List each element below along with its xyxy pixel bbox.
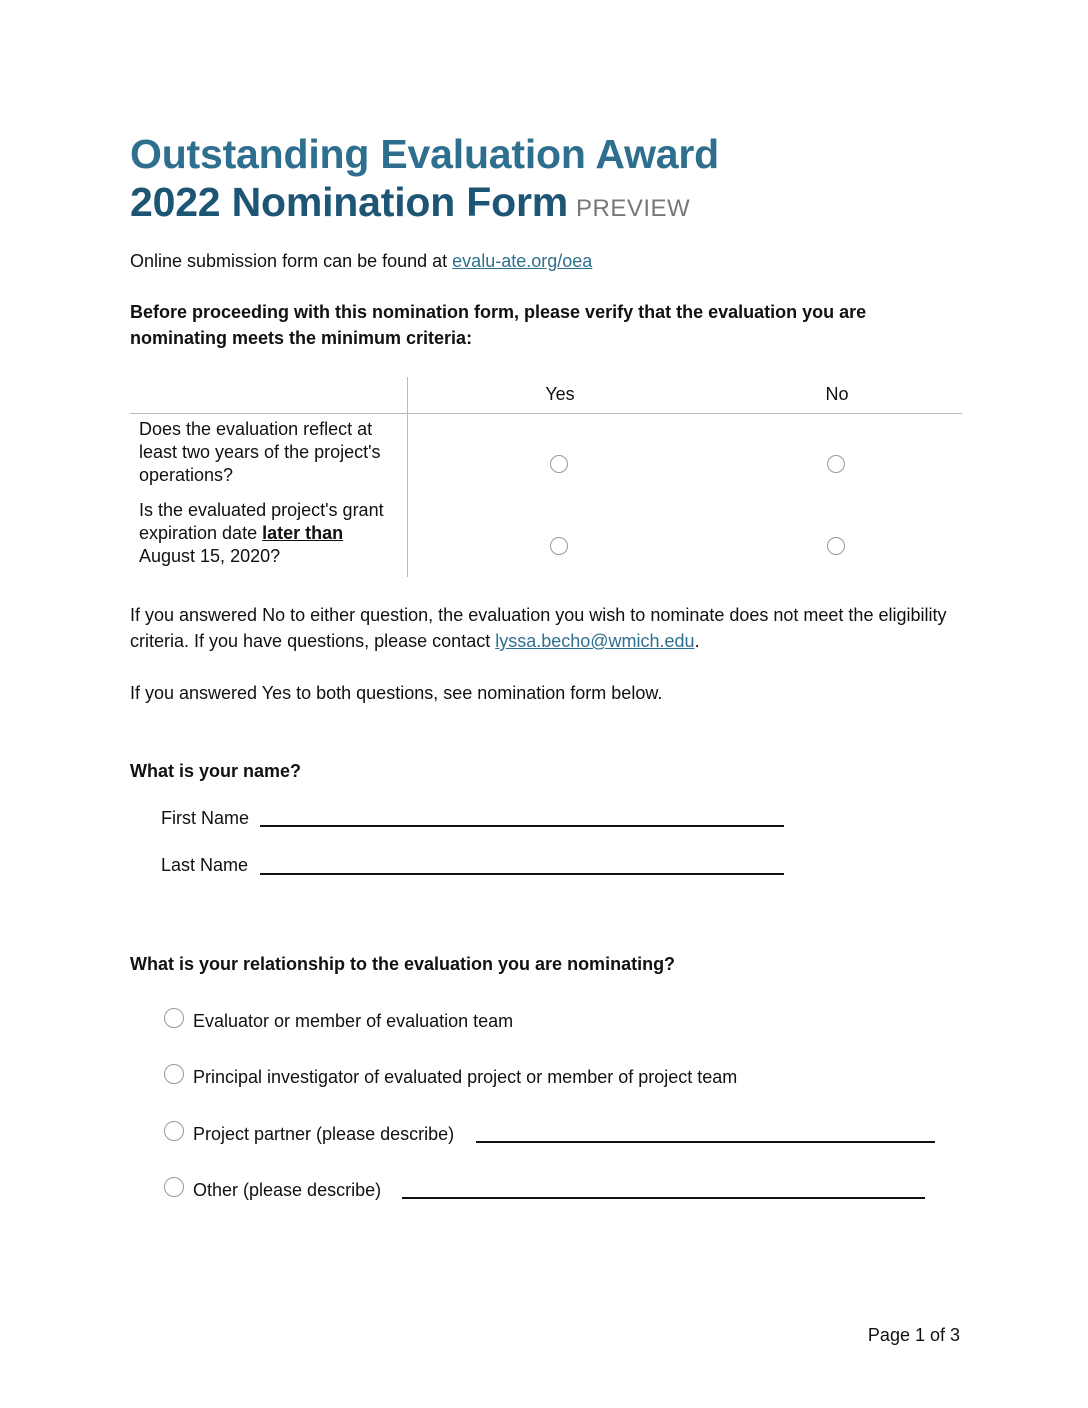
relationship-radio-pi[interactable] <box>164 1064 184 1084</box>
submission-link[interactable]: evalu-ate.org/oea <box>452 251 593 271</box>
criteria-question-1: Does the evaluation reflect at least two years of the project's operations? <box>139 419 381 485</box>
q2-text-pre: Is the evaluated project's grant expiration date <box>139 500 384 543</box>
criteria-intro: Before proceeding with this nomination form, please verify that the evaluation you are nominating meets the minimum criteria: <box>130 302 867 348</box>
intro-text <box>130 248 592 274</box>
q2-yes-radio[interactable] <box>550 537 568 555</box>
preview-label: PREVIEW <box>575 195 691 222</box>
table-divider-vertical <box>407 377 408 577</box>
intro-label: Online submission form can be found at <box>130 251 453 271</box>
title-line-2: 2022 Nomination Form <box>130 179 568 225</box>
relationship-option-evaluator: Evaluator or member of evaluation team <box>193 1011 514 1031</box>
proceed-note: If you answered Yes to both questions, see nomination form below. <box>130 683 663 703</box>
q2-text-emphasis: later than <box>262 523 344 543</box>
eligibility-text: If you answered No to either question, the evaluation you wish to nominate does not meet the eligibility criteria. If you have questions, please contact <box>130 605 947 651</box>
q2-no-radio[interactable] <box>827 537 845 555</box>
column-header-yes: Yes <box>545 384 575 404</box>
column-header-no: No <box>825 384 849 404</box>
first-name-label: First Name <box>161 808 250 828</box>
other-description-field[interactable] <box>402 1197 925 1199</box>
contact-email-link[interactable]: lyssa.becho@wmich.edu <box>495 631 695 651</box>
name-question: What is your name? <box>130 761 302 781</box>
relationship-option-other: Other (please describe) <box>193 1180 382 1200</box>
criteria-table <box>130 377 962 579</box>
eligibility-note <box>130 602 960 654</box>
last-name-label: Last Name <box>161 855 249 875</box>
criteria-question-2 <box>139 499 401 568</box>
relationship-radio-other[interactable] <box>164 1177 184 1197</box>
first-name-field[interactable] <box>260 825 784 827</box>
relationship-option-pi: Principal investigator of evaluated project or member of project team <box>193 1067 738 1087</box>
q1-yes-radio[interactable] <box>550 455 568 473</box>
relationship-radio-evaluator[interactable] <box>164 1008 184 1028</box>
relationship-question: What is your relationship to the evaluation you are nominating? <box>130 954 676 974</box>
q1-no-radio[interactable] <box>827 455 845 473</box>
relationship-option-partner: Project partner (please describe) <box>193 1124 455 1144</box>
last-name-field[interactable] <box>260 873 784 875</box>
q2-text-post: August 15, 2020? <box>139 546 281 566</box>
title-line-1: Outstanding Evaluation Award <box>130 131 719 177</box>
relationship-radio-partner[interactable] <box>164 1121 184 1141</box>
eligibility-text-end: . <box>694 631 700 651</box>
partner-description-field[interactable] <box>476 1141 935 1143</box>
page-title <box>130 130 719 233</box>
table-divider-horizontal <box>130 413 962 414</box>
page-number: Page 1 of 3 <box>867 1325 960 1345</box>
